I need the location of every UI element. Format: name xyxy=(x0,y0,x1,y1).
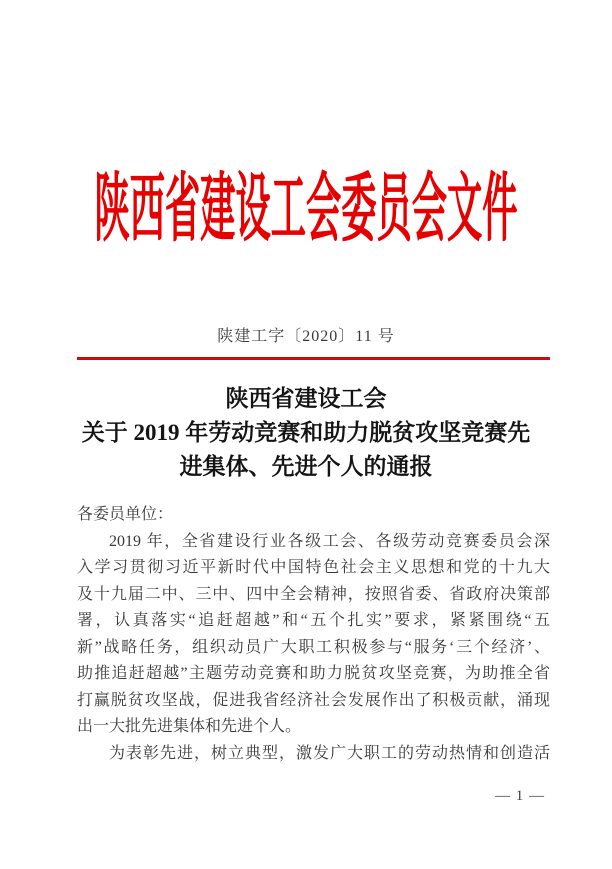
title-line-3: 进集体、先进个人的通报 xyxy=(179,454,433,479)
salutation-line: 各委员单位： xyxy=(77,506,174,523)
document-body xyxy=(77,502,550,767)
masthead-text: 陕西省建设工会委员会文件 xyxy=(94,166,518,250)
document-title xyxy=(50,382,562,484)
red-header-masthead xyxy=(0,166,612,250)
red-divider-rule xyxy=(77,357,550,360)
body-line: 助推追赶超越”主题劳动竞赛和助力脱贫攻坚竞赛，为助推全省 xyxy=(77,665,550,682)
document-number: 陕建工字〔2020〕11 号 xyxy=(217,328,395,345)
body-line: 入学习贯彻习近平新时代中国特色社会主义思想和党的十九大 xyxy=(77,559,550,576)
body-line: 打赢脱贫攻坚战，促进我省经济社会发展作出了积极贡献，涌现 xyxy=(77,691,550,709)
body-line: 出一大批先进集体和先进个人。 xyxy=(77,718,302,735)
title-line-1: 陕西省建设工会 xyxy=(225,386,387,411)
page-number: — 1 — xyxy=(495,788,545,804)
body-line: 署，认真落实“追赶超越”和“五个扎实”要求，紧紧围绕“五 xyxy=(77,612,550,629)
body-line: 新”战略任务，组织动员广大职工积极参与“服务‘三个经济’、 xyxy=(77,638,550,656)
body-line: 2019 年，全省建设行业各级工会、各级劳动竞赛委员会深 xyxy=(109,532,550,550)
title-line-2: 关于 2019 年劳动竞赛和助力脱贫攻坚竞赛先 xyxy=(81,420,531,445)
body-line: 及十九届二中、三中、四中全会精神，按照省委、省政府决策部 xyxy=(77,585,550,603)
body-line: 为表彰先进，树立典型，激发广大职工的劳动热情和创造活 xyxy=(109,744,550,762)
